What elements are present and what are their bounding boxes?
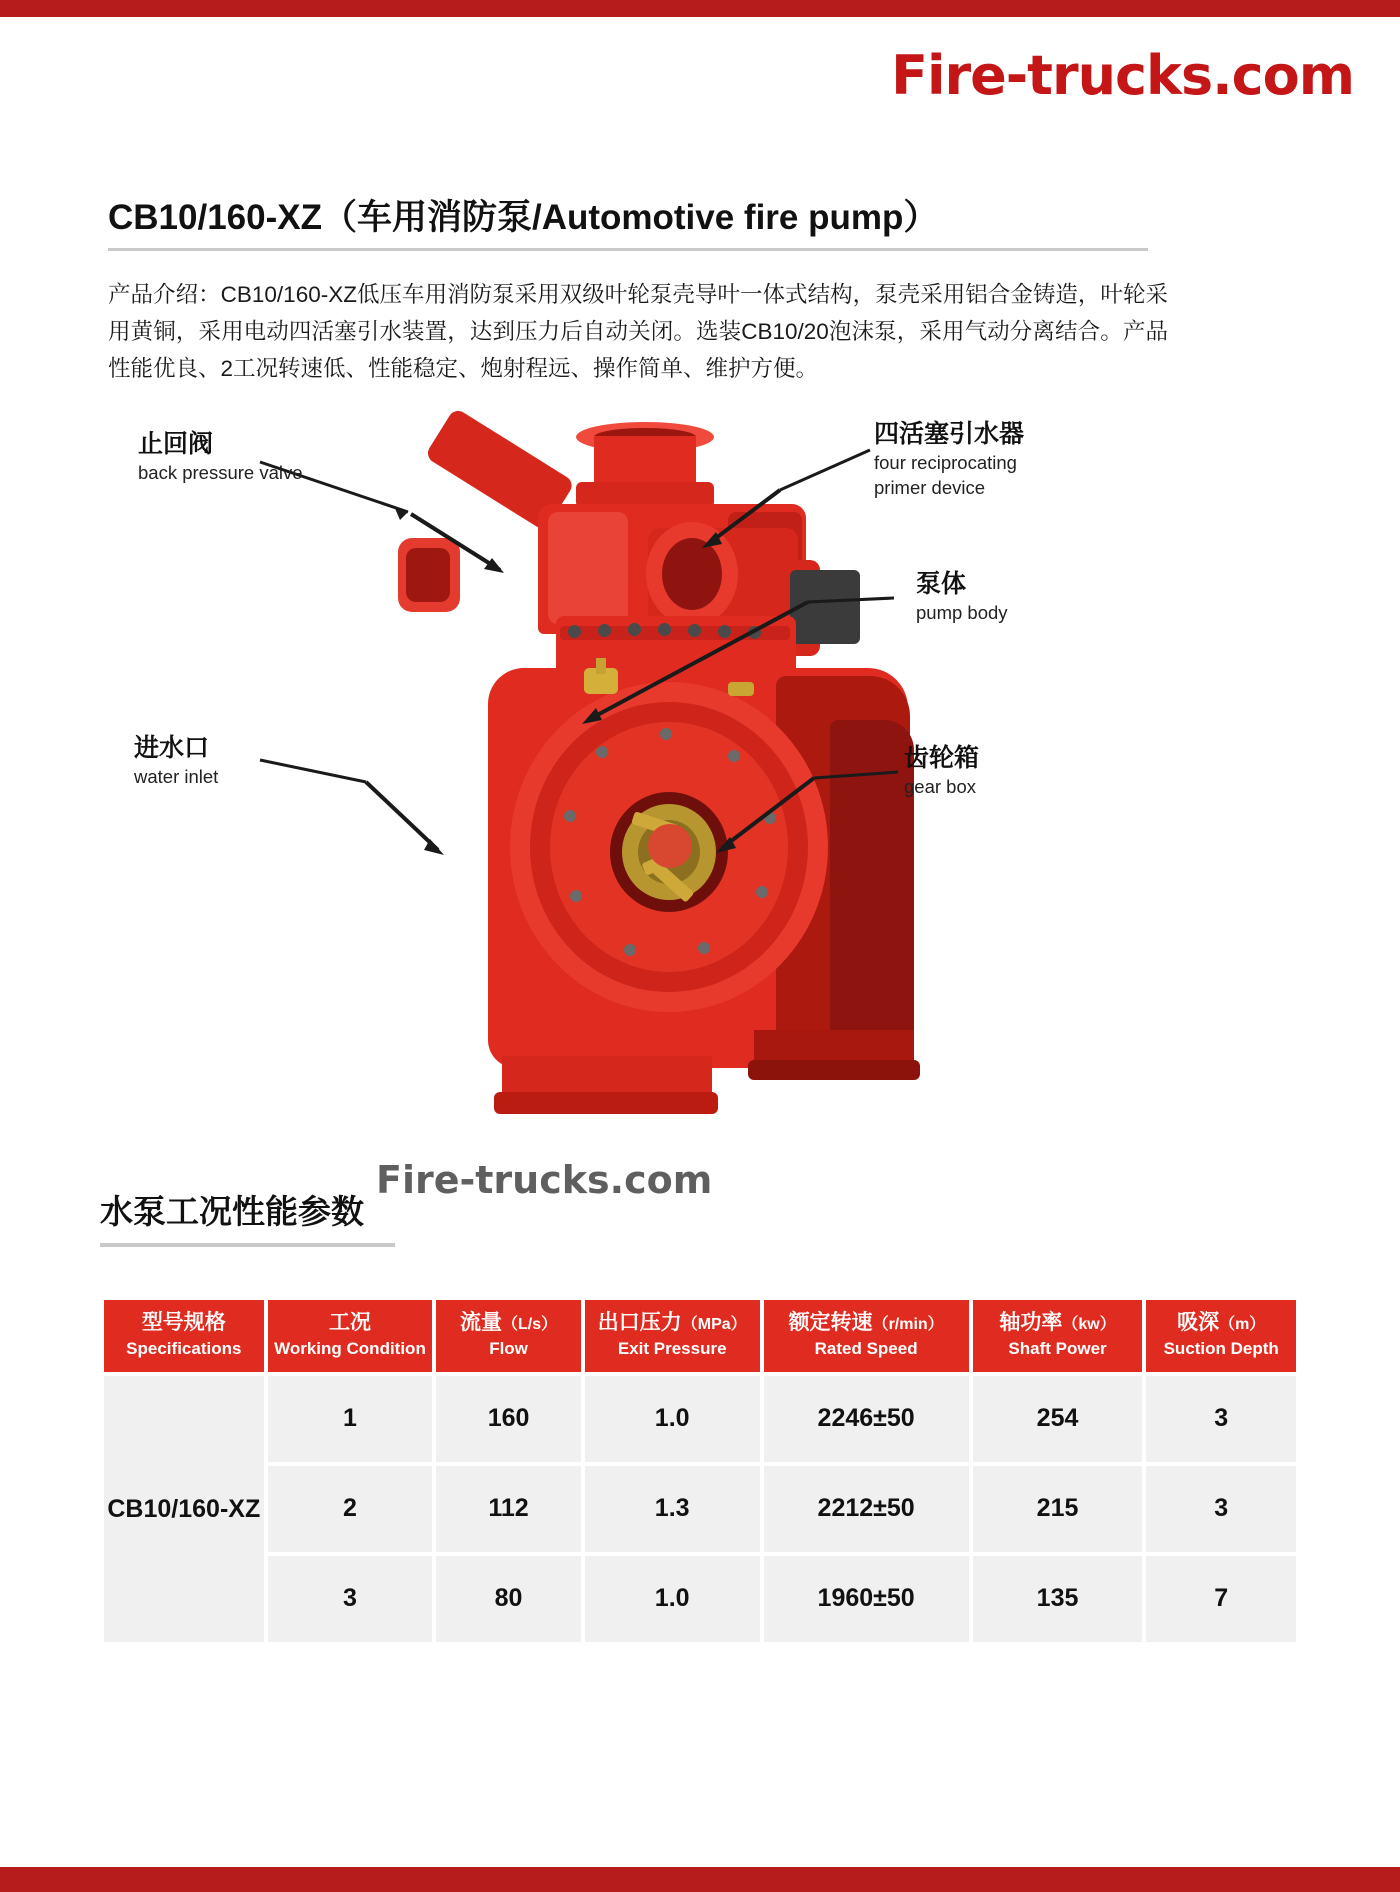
gearbox-housing-rear bbox=[830, 720, 914, 1050]
title-divider bbox=[108, 248, 1148, 251]
th-en-text: Working Condition bbox=[274, 1339, 426, 1359]
primer-motor-block bbox=[790, 570, 860, 644]
th-suction-depth bbox=[1146, 1300, 1296, 1372]
cell-depth: 3 bbox=[1146, 1376, 1296, 1462]
callout-gear-box bbox=[904, 742, 979, 799]
mounting-foot-left-pad bbox=[494, 1092, 718, 1114]
mounting-foot-right-pad bbox=[748, 1060, 920, 1080]
callout-label-en: back pressure valve bbox=[138, 462, 303, 483]
face-stud bbox=[728, 750, 740, 762]
face-stud bbox=[698, 942, 710, 954]
th-flow bbox=[436, 1300, 580, 1372]
upper-housing-highlight bbox=[548, 512, 628, 624]
callout-back-pressure-valve bbox=[138, 428, 303, 485]
th-cn-text: 工况 bbox=[328, 1311, 371, 1334]
callout-label-cn: 齿轮箱 bbox=[904, 744, 980, 772]
cell-condition: 3 bbox=[268, 1556, 433, 1642]
th-cn-text: 出口压力 bbox=[597, 1311, 682, 1334]
performance-spec-table bbox=[100, 1296, 1300, 1646]
product-intro-text: 产品介绍：CB10/160-XZ低压车用消防泵采用双级叶轮泵壳导叶一体式结构，泵壳采用铝合金铸造，叶轮采用黄铜，采用电动四活塞引水装置，达到压力后自动关闭。选装CB10/20泡沫泵，采用气动分离结合。产品性能优良、2工况转速低、性能稳定、炮射程远、操作简单、维护方便。 bbox=[108, 282, 1168, 381]
th-rated-speed bbox=[764, 1300, 969, 1372]
th-cn-text: 型号规格 bbox=[141, 1311, 226, 1334]
top-accent-bar bbox=[0, 0, 1400, 17]
th-specifications bbox=[104, 1300, 264, 1372]
face-stud bbox=[764, 812, 776, 824]
table-header-row bbox=[104, 1300, 1296, 1372]
table-row bbox=[104, 1556, 1296, 1642]
face-stud bbox=[756, 886, 768, 898]
brass-fitting bbox=[728, 682, 754, 696]
table-row bbox=[104, 1376, 1296, 1462]
face-stud bbox=[624, 944, 636, 956]
callout-label-cn: 进水口 bbox=[134, 734, 210, 762]
pump-diagram bbox=[108, 420, 1292, 1202]
discharge-port-bore bbox=[662, 538, 722, 610]
bolt bbox=[568, 625, 581, 638]
mid-transition-block bbox=[556, 616, 796, 676]
th-en-text: Specifications bbox=[126, 1339, 242, 1359]
th-en-text: Rated Speed bbox=[814, 1339, 918, 1359]
th-en-text: Suction Depth bbox=[1163, 1339, 1279, 1359]
cell-condition: 1 bbox=[268, 1376, 433, 1462]
cell-power: 215 bbox=[973, 1466, 1143, 1552]
th-en-text: Exit Pressure bbox=[617, 1339, 727, 1359]
cell-flow: 160 bbox=[436, 1376, 580, 1462]
th-exit-pressure bbox=[585, 1300, 760, 1372]
brass-valve-stem bbox=[596, 658, 606, 674]
callout-label-en-2: primer device bbox=[874, 477, 986, 498]
bolt bbox=[748, 626, 761, 639]
th-unit: （kw） bbox=[1062, 1316, 1116, 1333]
cell-power: 135 bbox=[973, 1556, 1143, 1642]
callout-label-en: four reciprocating bbox=[874, 452, 1017, 473]
page-title: CB10/160-XZ（车用消防泵/Automotive fire pump） bbox=[108, 198, 939, 237]
th-en-text: Flow bbox=[489, 1339, 528, 1359]
pump-shaft bbox=[648, 824, 692, 868]
image-watermark: Fire-trucks.com bbox=[376, 1158, 713, 1202]
cell-pressure: 1.0 bbox=[585, 1376, 760, 1462]
th-unit: （MPa） bbox=[681, 1316, 747, 1333]
callout-label-cn: 四活塞引水器 bbox=[874, 420, 1025, 448]
cell-speed: 1960±50 bbox=[764, 1556, 969, 1642]
site-brand-logo: Fire-trucks.com bbox=[891, 44, 1354, 107]
cell-speed: 2246±50 bbox=[764, 1376, 969, 1462]
callout-label-en: pump body bbox=[916, 602, 1008, 623]
th-cn-text: 额定转速 bbox=[788, 1311, 873, 1334]
face-stud bbox=[596, 746, 608, 758]
callout-pump-body bbox=[916, 568, 1008, 625]
cell-pressure: 1.0 bbox=[585, 1556, 760, 1642]
callout-water-inlet bbox=[134, 732, 218, 789]
bolt bbox=[628, 623, 641, 636]
cell-model: CB10/160-XZ bbox=[104, 1376, 264, 1642]
th-unit: （L/s） bbox=[501, 1316, 558, 1333]
cell-depth: 3 bbox=[1146, 1466, 1296, 1552]
th-cn-text: 轴功率 bbox=[999, 1311, 1063, 1334]
bolt bbox=[658, 623, 671, 636]
bolt bbox=[688, 624, 701, 637]
section-divider bbox=[100, 1243, 395, 1247]
callout-label-cn: 泵体 bbox=[916, 570, 967, 598]
callout-primer-device bbox=[874, 418, 1024, 500]
section-title: 水泵工况性能参数 bbox=[100, 1193, 364, 1230]
cell-flow: 80 bbox=[436, 1556, 580, 1642]
th-en-text: Shaft Power bbox=[1008, 1339, 1107, 1359]
cell-flow: 112 bbox=[436, 1466, 580, 1552]
cell-depth: 7 bbox=[1146, 1556, 1296, 1642]
cell-condition: 2 bbox=[268, 1466, 433, 1552]
th-shaft-power bbox=[973, 1300, 1143, 1372]
bottom-accent-bar bbox=[0, 1867, 1400, 1892]
bolt bbox=[598, 624, 611, 637]
bolt bbox=[718, 625, 731, 638]
cell-speed: 2212±50 bbox=[764, 1466, 969, 1552]
cell-power: 254 bbox=[973, 1376, 1143, 1462]
callout-label-en: gear box bbox=[904, 776, 976, 797]
th-unit: （r/min） bbox=[872, 1316, 944, 1333]
table-row bbox=[104, 1466, 1296, 1552]
face-stud bbox=[570, 890, 582, 902]
face-stud bbox=[564, 810, 576, 822]
th-working-condition bbox=[268, 1300, 433, 1372]
th-cn-text: 流量 bbox=[459, 1311, 502, 1334]
cell-pressure: 1.3 bbox=[585, 1466, 760, 1552]
callout-label-en: water inlet bbox=[134, 766, 219, 787]
th-cn-text: 吸深 bbox=[1177, 1311, 1220, 1334]
check-valve-bore bbox=[406, 548, 450, 602]
th-unit: （m） bbox=[1219, 1316, 1266, 1333]
callout-label-cn: 止回阀 bbox=[138, 430, 214, 458]
face-stud bbox=[660, 728, 672, 740]
